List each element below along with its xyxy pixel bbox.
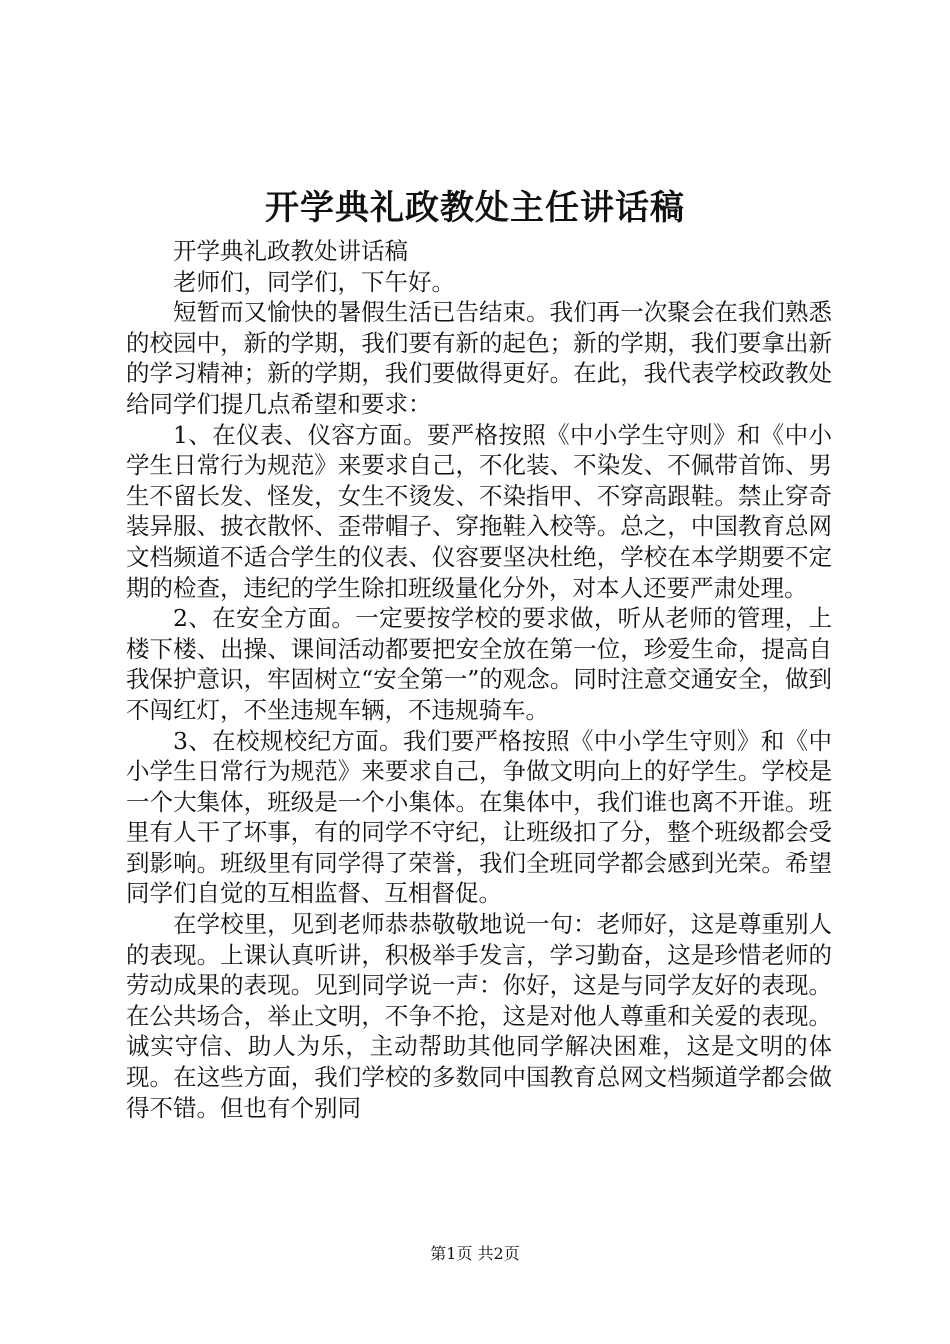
paragraph-discipline: 3、在校规校纪方面。我们要严格按照《中小学生守则》和《中小学生日常行为规范》来要求自己，争做文明向上的好学生。学校是一个大集体，班级是一个小集体。在集体中，我们谁也离不开谁。班里有人干了坏事，有的同学不守纪，让班级扣了分，整个班级都会受到影响。班级里有同学得了荣誉，我们全班同学都会感到光荣。希望同学们自觉的互相监督、互相督促。 bbox=[126, 726, 832, 908]
paragraph-subtitle: 开学典礼政教处讲话稿 bbox=[173, 237, 408, 265]
paragraph-greeting: 老师们，同学们，下午好。 bbox=[173, 267, 455, 296]
paragraph-appearance: 1、在仪表、仪容方面。要严格按照《中小学生守则》和《中小学生日常行为规范》来要求自己，不化装、不染发、不佩带首饰、男生不留长发、怪发，女生不烫发、不染指甲、不穿高跟鞋。禁止穿奇装异服、披衣散怀、歪带帽子、穿拖鞋入校等。总之，中国教育总网文档频道不适合学生的仪表、仪容要坚决杜绝，学校在本学期要不定期的检查，违纪的学生除扣班级量化分外，对本人还要严肃处理。 bbox=[126, 420, 832, 602]
paragraph-intro: 短暂而又愉快的暑假生活已告结束。我们再一次聚会在我们熟悉的校园中，新的学期，我们要有新的起色；新的学期，我们要拿出新的学习精神；新的学期，我们要做得更好。在此，我代表学校政教处给同学们提几点希望和要求： bbox=[126, 298, 832, 418]
page-number-footer: 第1页 共2页 bbox=[430, 1244, 520, 1263]
document-body bbox=[126, 236, 832, 1123]
paragraph-safety: 2、在安全方面。一定要按学校的要求做，听从老师的管理，上楼下楼、出操、课间活动都要把安全放在第一位，珍爱生命，提高自我保护意识，牢固树立“安全第一”的观念。同时注意交通安全，做到不闯红灯，不坐违规车辆，不违规骑车。 bbox=[126, 604, 832, 724]
document-title: 开学典礼政教处主任讲话稿 bbox=[265, 188, 685, 228]
paragraph-courtesy: 在学校里，见到老师恭恭敬敬地说一句：老师好，这是尊重别人的表现。上课认真听讲，积极举手发言，学习勤奋，这是珍惜老师的劳动成果的表现。见到同学说一声：你好，这是与同学友好的表现。在公共场合，举止文明，不争不抢，这是对他人尊重和关爱的表现。诚实守信、助人为乐，主动帮助其他同学解决困难，这是文明的体现。在这些方面，我们学校的多数同中国教育总网文档频道学都会做得不错。但也有个别同 bbox=[126, 910, 832, 1122]
